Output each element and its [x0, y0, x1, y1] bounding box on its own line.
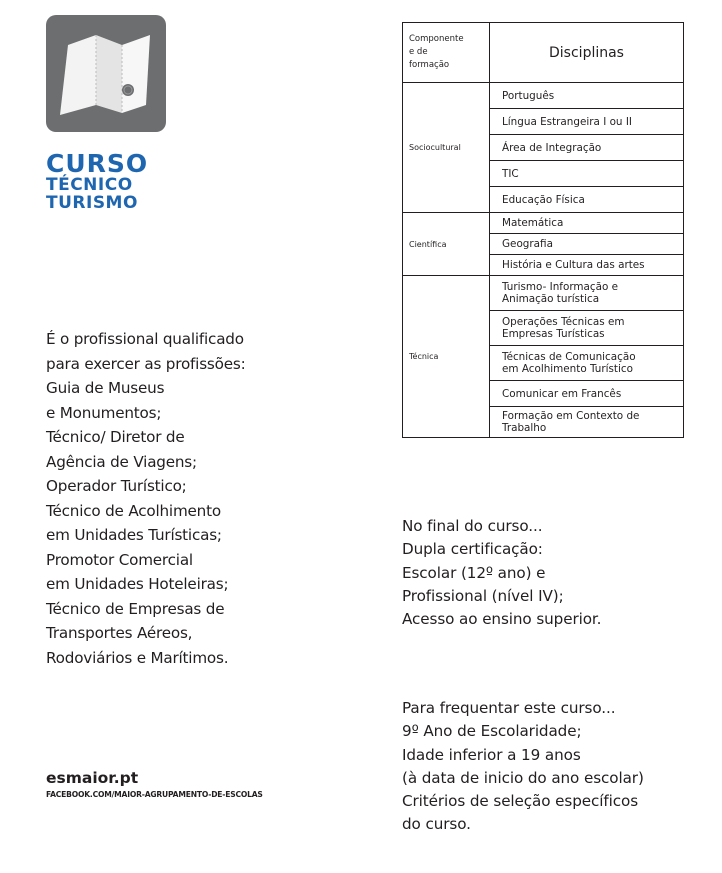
- header-line: formação: [409, 60, 450, 70]
- component-sociocultural: Sociocultural: [403, 83, 490, 213]
- header-line: e de: [409, 47, 428, 57]
- subject-cell: Área de Integração: [490, 135, 684, 161]
- website-link[interactable]: esmaior.pt: [46, 769, 139, 787]
- subject-line: Formação em Contexto de: [502, 410, 640, 422]
- title-line-1: CURSO: [46, 149, 149, 178]
- professions-text: [46, 327, 246, 670]
- text-line: Para frequentar este curso...: [402, 699, 616, 717]
- subject-cell: [490, 381, 684, 407]
- text-line: Operador Turístico;: [46, 477, 187, 495]
- table-row: [403, 276, 684, 311]
- facebook-link[interactable]: FACEBOOK.COM/MAIOR-AGRUPAMENTO-DE-ESCOLAS: [46, 790, 263, 799]
- course-logo: [46, 15, 166, 132]
- text-line: para exercer as profissões:: [46, 354, 246, 373]
- text-line: Idade inferior a 19 anos: [402, 745, 581, 764]
- subject-line: Turismo- Informação e: [502, 281, 619, 293]
- text-line: No final do curso...: [402, 517, 543, 535]
- subject-line: Comunicar em Francês: [502, 387, 622, 400]
- disciplines-header: Disciplinas: [490, 23, 684, 83]
- subject-cell: [490, 346, 684, 381]
- subject-cell: [490, 311, 684, 346]
- disciplines-table: [402, 22, 684, 438]
- subject-cell: Geografia: [490, 234, 684, 255]
- subject-line: Empresas Turísticas: [502, 328, 605, 340]
- text-line: Técnico de Acolhimento: [46, 501, 221, 520]
- subject-cell: Português: [490, 83, 684, 109]
- component-header: [403, 23, 490, 83]
- subject-cell: [490, 276, 684, 311]
- table-header-row: [403, 23, 684, 83]
- text-line: É o profissional qualificado: [46, 330, 244, 348]
- component-cientifica: Científica: [403, 213, 490, 276]
- subject-cell: Educação Física: [490, 187, 684, 213]
- subject-line: Operações Técnicas em: [502, 316, 625, 328]
- course-title: [46, 151, 148, 212]
- text-line: Profissional (nível IV);: [402, 586, 564, 605]
- folded-map-icon: [46, 15, 166, 132]
- table-row: [403, 83, 684, 109]
- end-of-course-text: [402, 515, 601, 631]
- text-line: Promotor Comercial: [46, 550, 193, 569]
- requirements-text: [402, 697, 644, 837]
- component-tecnica: Técnica: [403, 276, 490, 438]
- subject-line: Trabalho: [502, 422, 547, 434]
- text-line: (à data de inicio do ano escolar): [402, 768, 644, 787]
- table-row: [403, 213, 684, 234]
- text-line: Técnico de Empresas de: [46, 599, 225, 618]
- text-line: Acesso ao ensino superior.: [402, 610, 602, 629]
- title-line-2: TÉCNICO: [46, 175, 133, 195]
- text-line: Transportes Aéreos,: [46, 624, 193, 642]
- title-line-3: TURISMO: [46, 193, 138, 213]
- text-line: e Monumentos;: [46, 403, 162, 422]
- header-line: Componente: [409, 34, 464, 44]
- subject-cell: Matemática: [490, 213, 684, 234]
- text-line: Técnico/ Diretor de: [46, 428, 185, 446]
- text-line: Escolar (12º ano) e: [402, 563, 546, 582]
- subject-cell: [490, 407, 684, 438]
- subject-line: em Acolhimento Turístico: [502, 363, 633, 375]
- text-line: Critérios de seleção específicos: [402, 792, 639, 811]
- text-line: em Unidades Turísticas;: [46, 526, 222, 544]
- text-line: do curso.: [402, 815, 471, 834]
- subject-cell: História e Cultura das artes: [490, 255, 684, 276]
- subject-line: Técnicas de Comunicação: [502, 351, 636, 363]
- text-line: Guia de Museus: [46, 379, 165, 397]
- subject-cell: TIC: [490, 161, 684, 187]
- subject-cell: Língua Estrangeira I ou II: [490, 109, 684, 135]
- subject-line: Animação turística: [502, 293, 600, 305]
- text-line: Dupla certificação:: [402, 540, 543, 559]
- text-line: Agência de Viagens;: [46, 452, 197, 471]
- text-line: 9º Ano de Escolaridade;: [402, 722, 582, 741]
- text-line: Rodoviários e Marítimos.: [46, 648, 229, 667]
- text-line: em Unidades Hoteleiras;: [46, 575, 229, 593]
